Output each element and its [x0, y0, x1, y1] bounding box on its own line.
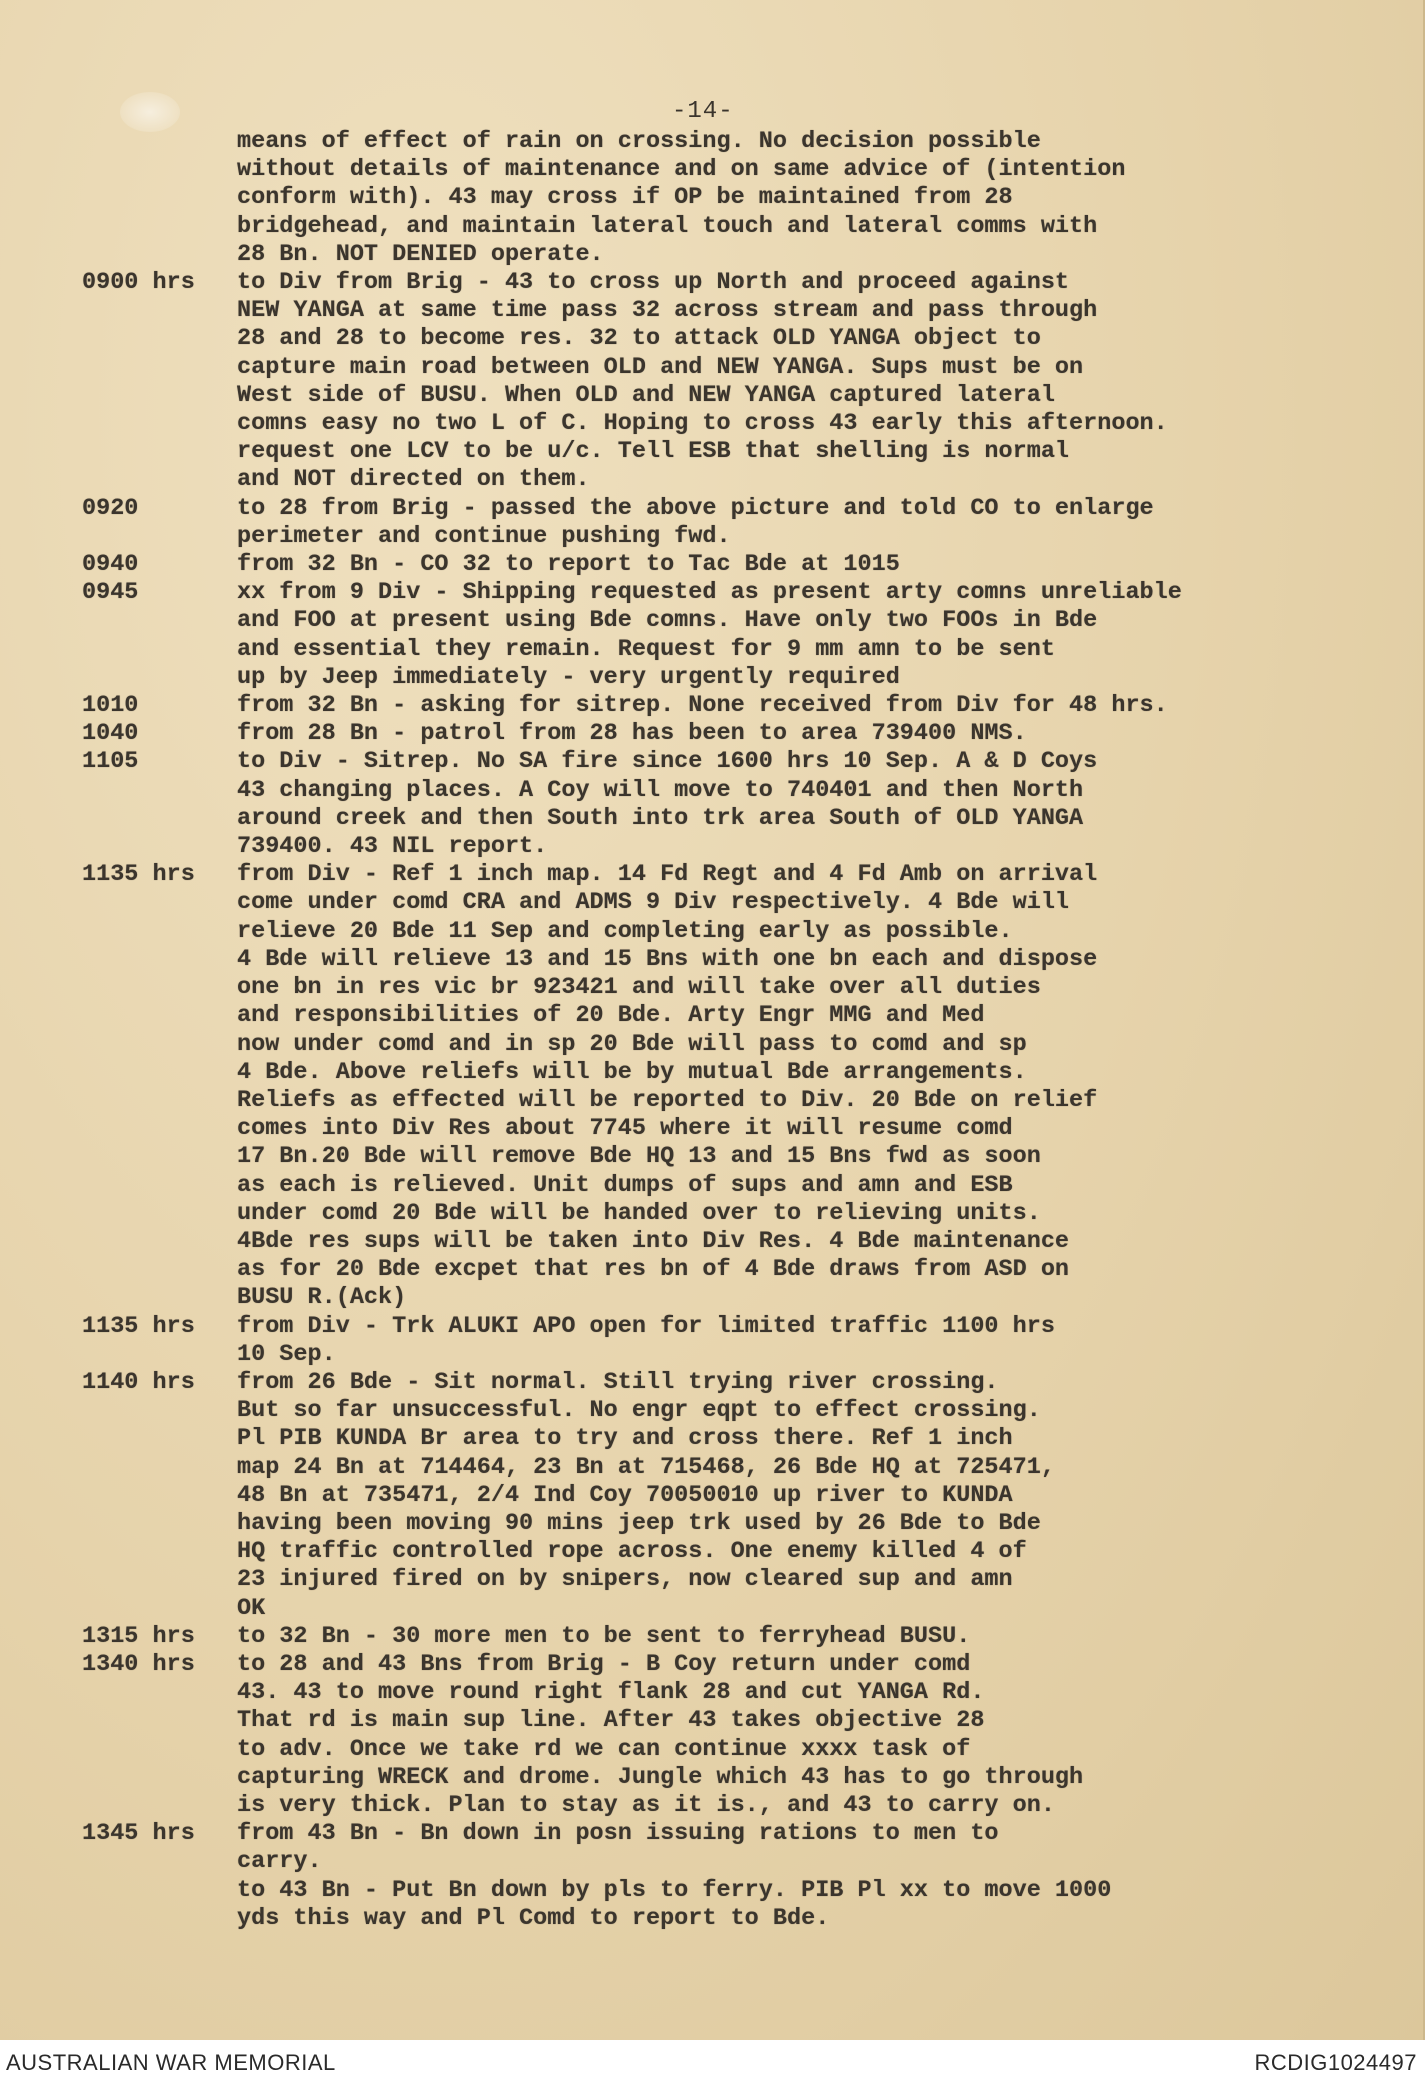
- text-line: OK: [237, 1594, 266, 1622]
- diary-entry: [82, 748, 1342, 861]
- diary-entry: [82, 495, 1342, 551]
- diary-entry: [82, 1313, 1342, 1369]
- entry-time: 1010: [82, 692, 139, 720]
- opening-paragraph: [82, 128, 1342, 269]
- entry-time: 1140 hrs: [82, 1368, 195, 1396]
- text-line: HQ traffic controlled rope across. One enemy killed 4 of: [237, 1538, 1027, 1566]
- text-line: one bn in res vic br 923421 and will take over all duties: [237, 974, 1041, 1002]
- diary-entry: [82, 1369, 1342, 1623]
- text-line: conform with). 43 may cross if OP be maintained from 28: [237, 184, 1013, 212]
- diary-entry: [82, 1820, 1342, 1933]
- text-line: is very thick. Plan to stay as it is., and 43 to carry on.: [237, 1791, 1055, 1819]
- text-line: request one LCV to be u/c. Tell ESB that shelling is normal: [237, 438, 1070, 466]
- diary-entry: [82, 692, 1342, 720]
- text-line: capturing WRECK and drome. Jungle which 43 has to go through: [237, 1763, 1084, 1791]
- entry-time: 1040: [82, 720, 139, 748]
- text-line: up by Jeep immediately - very urgently required: [237, 663, 900, 691]
- text-line: to Div - Sitrep. No SA fire since 1600 hrs 10 Sep. A & D Coys: [237, 748, 1098, 776]
- page-number: -14-: [672, 98, 734, 125]
- text-line: 43. 43 to move round right flank 28 and cut YANGA Rd.: [237, 1679, 985, 1707]
- diary-entry: [82, 579, 1342, 692]
- text-line: yds this way and Pl Comd to report to Bde.: [237, 1904, 830, 1932]
- text-line: from 43 Bn - Bn down in posn issuing rations to men to: [237, 1820, 999, 1848]
- text-line: 739400. 43 NIL report.: [237, 833, 548, 861]
- entry-body: [237, 495, 1342, 551]
- diary-entries: [82, 269, 1342, 1933]
- entry-body: [237, 579, 1342, 692]
- entry-time: 1315 hrs: [82, 1622, 195, 1650]
- text-line: having been moving 90 mins jeep trk used by 26 Bde to Bde: [237, 1509, 1041, 1537]
- entry-body: [237, 1313, 1342, 1369]
- text-line: to 28 and 43 Bns from Brig - B Coy return under comd: [237, 1650, 971, 1678]
- text-line: to 28 from Brig - passed the above picture and told CO to enlarge: [237, 494, 1154, 522]
- text-line: under comd 20 Bde will be handed over to relieving units.: [237, 1199, 1041, 1227]
- diary-entry: [82, 269, 1342, 495]
- footer-record-id: RCDIG1024497: [1254, 2050, 1417, 2075]
- text-line: perimeter and continue pushing fwd.: [237, 522, 731, 550]
- entry-body: [237, 748, 1342, 861]
- text-line: 23 injured fired on by snipers, now cleared sup and amn: [237, 1566, 1013, 1594]
- text-line: 4Bde res sups will be taken into Div Res. 4 Bde maintenance: [237, 1227, 1070, 1255]
- text-line: without details of maintenance and on same advice of (intention: [237, 156, 1126, 184]
- text-line: 48 Bn at 735471, 2/4 Ind Coy 70050010 up river to KUNDA: [237, 1481, 1013, 1509]
- text-line: now under comd and in sp 20 Bde will pass to comd and sp: [237, 1030, 1027, 1058]
- entry-time: 1340 hrs: [82, 1650, 195, 1678]
- diary-entry: [82, 720, 1342, 748]
- text-line: 28 Bn. NOT DENIED operate.: [237, 240, 604, 268]
- text-line: and FOO at present using Bde comns. Have only two FOOs in Bde: [237, 607, 1098, 635]
- text-line: come under comd CRA and ADMS 9 Div respectively. 4 Bde will: [237, 889, 1070, 917]
- diary-entry: [82, 861, 1342, 1312]
- diary-entry: [82, 1651, 1342, 1820]
- text-line: But so far unsuccessful. No engr eqpt to effect crossing.: [237, 1397, 1041, 1425]
- text-line: map 24 Bn at 714464, 23 Bn at 715468, 26 Bde HQ at 725471,: [237, 1453, 1055, 1481]
- entry-body: [237, 1369, 1342, 1623]
- text-line: around creek and then South into trk area South of OLD YANGA: [237, 804, 1084, 832]
- entry-body: [237, 861, 1342, 1312]
- text-line: from Div - Ref 1 inch map. 14 Fd Regt and 4 Fd Amb on arrival: [237, 861, 1098, 889]
- entry-body: [237, 1651, 1342, 1820]
- entry-time: 0940: [82, 551, 139, 579]
- text-line: to 32 Bn - 30 more men to be sent to ferryhead BUSU.: [237, 1622, 971, 1650]
- entry-time: 1345 hrs: [82, 1820, 195, 1848]
- text-line: as each is relieved. Unit dumps of sups and amn and ESB: [237, 1171, 1013, 1199]
- diary-entry: [82, 551, 1342, 579]
- text-line: Pl PIB KUNDA Br area to try and cross there. Ref 1 inch: [237, 1425, 1013, 1453]
- text-line: as for 20 Bde excpet that res bn of 4 Bde draws from ASD on: [237, 1256, 1070, 1284]
- text-line: NEW YANGA at same time pass 32 across stream and pass through: [237, 297, 1098, 325]
- entry-body: [237, 720, 1342, 748]
- text-line: and essential they remain. Request for 9 mm amn to be sent: [237, 635, 1055, 663]
- text-line: That rd is main sup line. After 43 takes objective 28: [237, 1707, 985, 1735]
- text-line: 10 Sep.: [237, 1340, 336, 1368]
- text-line: carry.: [237, 1848, 322, 1876]
- footer-bar: [0, 2044, 1425, 2081]
- text-line: comes into Div Res about 7745 where it will resume comd: [237, 1115, 1013, 1143]
- text-line: to adv. Once we take rd we can continue xxxx task of: [237, 1735, 971, 1763]
- entry-time: 0945: [82, 579, 139, 607]
- text-line: to 43 Bn - Put Bn down by pls to ferry. PIB Pl xx to move 1000: [237, 1876, 1112, 1904]
- entry-body: [237, 1820, 1342, 1933]
- entry-time: 1135 hrs: [82, 1312, 195, 1340]
- footer-source: AUSTRALIAN WAR MEMORIAL: [6, 2050, 336, 2075]
- text-line: from 28 Bn - patrol from 28 has been to area 739400 NMS.: [237, 720, 1027, 748]
- diary-entry: [82, 1623, 1342, 1651]
- entry-body: [237, 551, 1342, 579]
- text-line: comns easy no two L of C. Hoping to cross 43 early this afternoon.: [237, 410, 1168, 438]
- text-line: from 32 Bn - CO 32 to report to Tac Bde at 1015: [237, 551, 900, 579]
- text-line: 28 and 28 to become res. 32 to attack OLD YANGA object to: [237, 325, 1041, 353]
- text-line: xx from 9 Div - Shipping requested as present arty comns unreliable: [237, 579, 1182, 607]
- text-line: West side of BUSU. When OLD and NEW YANGA captured lateral: [237, 381, 1055, 409]
- text-line: capture main road between OLD and NEW YANGA. Sups must be on: [237, 353, 1084, 381]
- entry-body: [237, 269, 1342, 495]
- entry-body: [237, 1623, 1342, 1651]
- text-line: from 26 Bde - Sit normal. Still trying river crossing.: [237, 1368, 999, 1396]
- text-line: 4 Bde will relieve 13 and 15 Bns with one bn each and dispose: [237, 945, 1098, 973]
- text-line: bridgehead, and maintain lateral touch and lateral comms with: [237, 212, 1098, 240]
- text-line: means of effect of rain on crossing. No decision possible: [237, 128, 1041, 155]
- entry-time: 1135 hrs: [82, 861, 195, 889]
- text-line: and responsibilities of 20 Bde. Arty Engr MMG and Med: [237, 1002, 985, 1030]
- text-line: BUSU R.(Ack): [237, 1284, 407, 1312]
- text-line: 43 changing places. A Coy will move to 740401 and then North: [237, 776, 1084, 804]
- entry-body: [237, 692, 1342, 720]
- paper-smudge: [120, 92, 180, 132]
- text-line: and NOT directed on them.: [237, 466, 590, 494]
- war-diary-text: [82, 128, 1342, 1933]
- entry-time: 0900 hrs: [82, 269, 195, 297]
- text-line: to Div from Brig - 43 to cross up North and proceed against: [237, 269, 1070, 297]
- entry-time: 1105: [82, 748, 139, 776]
- text-line: from 32 Bn - asking for sitrep. None received from Div for 48 hrs.: [237, 692, 1168, 720]
- text-line: 17 Bn.20 Bde will remove Bde HQ 13 and 15 Bns fwd as soon: [237, 1143, 1041, 1171]
- text-line: Reliefs as effected will be reported to Div. 20 Bde on relief: [237, 1086, 1098, 1114]
- text-line: 4 Bde. Above reliefs will be by mutual Bde arrangements.: [237, 1058, 1027, 1086]
- entry-time: 0920: [82, 494, 139, 522]
- text-line: from Div - Trk ALUKI APO open for limited traffic 1100 hrs: [237, 1312, 1055, 1340]
- text-line: relieve 20 Bde 11 Sep and completing early as possible.: [237, 917, 1013, 945]
